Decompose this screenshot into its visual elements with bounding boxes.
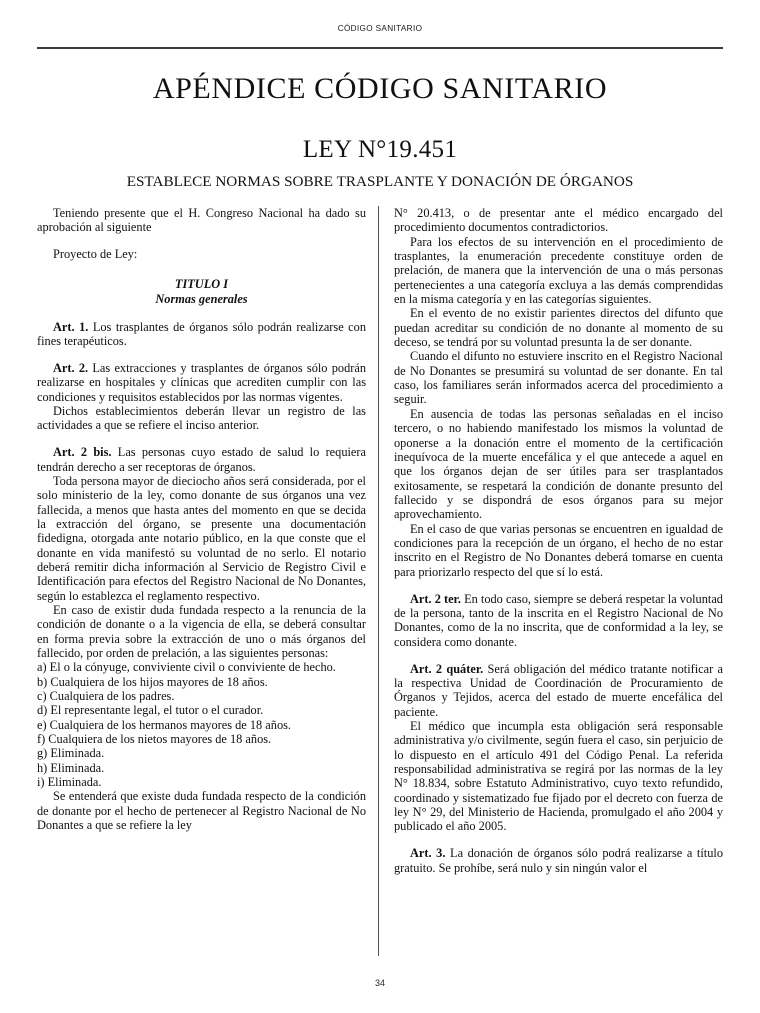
article-1-text: Los trasplantes de órganos sólo podrán realizarse con fines terapéuticos. (37, 319, 367, 348)
column-divider (378, 206, 379, 956)
paragraph-not-registered: Cuando el difunto no estuviere inscrito en el Registro Nacional de No Donantes se presumirá su voluntad de ser donante. En tal caso, los familiares serán informados acerca del procedimiento a seguir. (394, 349, 723, 407)
list-item: e) Cualquiera de los hermanos mayores de 18 años. (37, 717, 291, 732)
article-2-quater-text: Será obligación del médico tratante notificar a la respectiva Unidad de Coordinación de Procuramiento de Órganos y Tejidos, acerca del estado de muerte encefálica del paciente. (394, 661, 723, 719)
right-column (394, 206, 723, 875)
section-title-block (37, 277, 366, 308)
appendix-title: APÉNDICE CÓDIGO SANITARIO (152, 72, 608, 105)
running-head: CÓDIGO SANITARIO (337, 24, 423, 33)
paragraph-no-relatives: En el evento de no existir parientes directos del difunto que puedan acreditar su condición de no donante al momento de su deceso, se tendrá por su voluntad presunta la de ser donante. (394, 306, 723, 350)
paragraph-prelation-order: Para los efectos de su intervención en el procedimiento de trasplantes, la enumeración precedente constituye orden de prelación, de manera que la intervención de una o más personas pertenecientes a una categoría excluya a las demás comprendidas en la misma categoría y en las categorías siguientes. (394, 234, 723, 307)
paragraph-bill-label: Proyecto de Ley: (53, 247, 138, 262)
article-2-quater (394, 662, 723, 719)
law-subtitle: ESTABLECE NORMAS SOBRE TRASPLANTE Y DONACIÓN DE ÓRGANOS (126, 173, 634, 190)
law-number-title: LEY N°19.451 (302, 136, 458, 163)
article-2-ter (394, 592, 723, 649)
list-item: c) Cualquiera de los padres. (37, 689, 175, 704)
paragraph-absence-of-persons: En ausencia de todas las personas señaladas en el inciso tercero, o no habiendo manifestado los mismos la voluntad de oponerse a la donación entre el momento de la certificación inequívoca de la muerte encefálica y el que antecede a aquel en que los órganos dejan de ser útiles para ser trasplantados exitosamente, se respetará la condición de donante presunto del fallecido y se dispondrá de esos órganos para su mejor aprovechamiento. (394, 406, 723, 522)
list-item: b) Cualquiera de los hijos mayores de 18 años. (37, 674, 268, 689)
article-2-text: Las extracciones y trasplantes de órganos sólo podrán realizarse en hospitales y clínicas que acrediten cumplir con las condiciones y requisitos establecidos por las normas vigentes. (37, 360, 366, 404)
article-2-bis-label: Art. 2 bis. (53, 445, 112, 460)
article-2-ter-label: Art. 2 ter. (410, 591, 461, 606)
left-column (37, 206, 366, 833)
article-1 (37, 320, 366, 349)
header-rule (37, 47, 723, 49)
list-item: d) El representante legal, el tutor o el curador. (37, 703, 264, 718)
article-3 (394, 846, 723, 875)
article-3-label: Art. 3. (410, 846, 446, 861)
section-title-name: Normas generales (155, 292, 248, 307)
article-2-bis-paragraph-2: Toda persona mayor de dieciocho años será considerada, por el solo ministerio de la ley, como donante de sus órganos una vez fallecida, a menos que hasta antes del momento en que se decida la extracción del órgano, se presente una documentación fidedigna, otorgada ante notario público, en la que conste que el donante en vida manifestó su voluntad de no serlo. El notario deberá remitir dicha información al Servicio de Registro Civil e Identificación para efectos del Registro Nacional de No Donantes, según lo establezca el reglamento respectivo. (37, 473, 366, 603)
section-title-roman: TITULO I (174, 276, 229, 291)
article-2 (37, 361, 366, 404)
paragraph-continuation: N° 20.413, o de presentar ante el médico encargado del procedimiento documentos contradictorios. (394, 206, 723, 235)
article-2-paragraph-2: Dichos establecimientos deberán llevar un registro de las actividades a que se refiere el inciso anterior. (37, 403, 366, 433)
article-2-label: Art. 2. (53, 360, 89, 375)
article-2-ter-text: En todo caso, siempre se deberá respetar la voluntad de la persona, tanto de la inscrita en el Registro Nacional de No Donantes, como de la no inscrita, que de conformidad a la ley, se considera como donante. (394, 591, 723, 649)
list-item: a) El o la cónyuge, conviviente civil o conviviente de hecho. (37, 660, 336, 675)
article-2-quater-paragraph-2: El médico que incumpla esta obligación será responsable administrativa y/o civilmente, según fuera el caso, sin perjuicio de lo dispuesto en el artículo 491 del Código Penal. La referida responsabilidad administrativa se regirá por las normas de la ley N° 18.834, sobre Estatuto Administrativo, cuyo texto refundido, coordinado y sistematizado fue fijado por el decreto con fuerza de ley N° 29, del Ministerio de Hacienda, promulgado el año 2004 y publicado el año 2005. (394, 718, 723, 834)
list-item: i) Eliminada. (37, 775, 102, 790)
list-item: h) Eliminada. (37, 760, 105, 775)
paragraph-equal-conditions: En el caso de que varias personas se encuentren en igualdad de condiciones para la recepción de un órgano, el hecho de no estar inscrito en el Registro de No Donantes deberá tomarse en cuenta para priorizarlo respecto del que sí lo está. (394, 521, 723, 579)
list-item: g) Eliminada. (37, 746, 105, 761)
article-2-bis-text: Las personas cuyo estado de salud lo requiera tendrán derecho a ser receptoras de órganos. (37, 445, 366, 474)
article-1-label: Art. 1. (53, 319, 89, 334)
article-2-bis-paragraph-4: Se entenderá que existe duda fundada respecto de la condición de donante por el hecho de pertenecer al Registro Nacional de No Donantes a que se refiere la ley (37, 789, 366, 833)
article-2-bis (37, 445, 366, 474)
article-2-quater-label: Art. 2 quáter. (410, 661, 484, 676)
article-2-bis-paragraph-3: En caso de existir duda fundada respecto a la renuncia de la condición de donante o a la vigencia de ella, se deberá consultar en forma previa sobre la extracción de uno o más órganos del fallecido, por orden de prelación, a las siguientes personas: (37, 603, 366, 661)
paragraph-preamble: Teniendo presente que el H. Congreso Nacional ha dado su aprobación al siguiente (37, 206, 366, 235)
article-3-text: La donación de órganos sólo podrá realizarse a título gratuito. Se prohíbe, será nulo y sin ningún valor el (394, 846, 723, 875)
list-item: f) Cualquiera de los nietos mayores de 18 años. (37, 732, 272, 747)
page-number: 34 (374, 978, 385, 988)
